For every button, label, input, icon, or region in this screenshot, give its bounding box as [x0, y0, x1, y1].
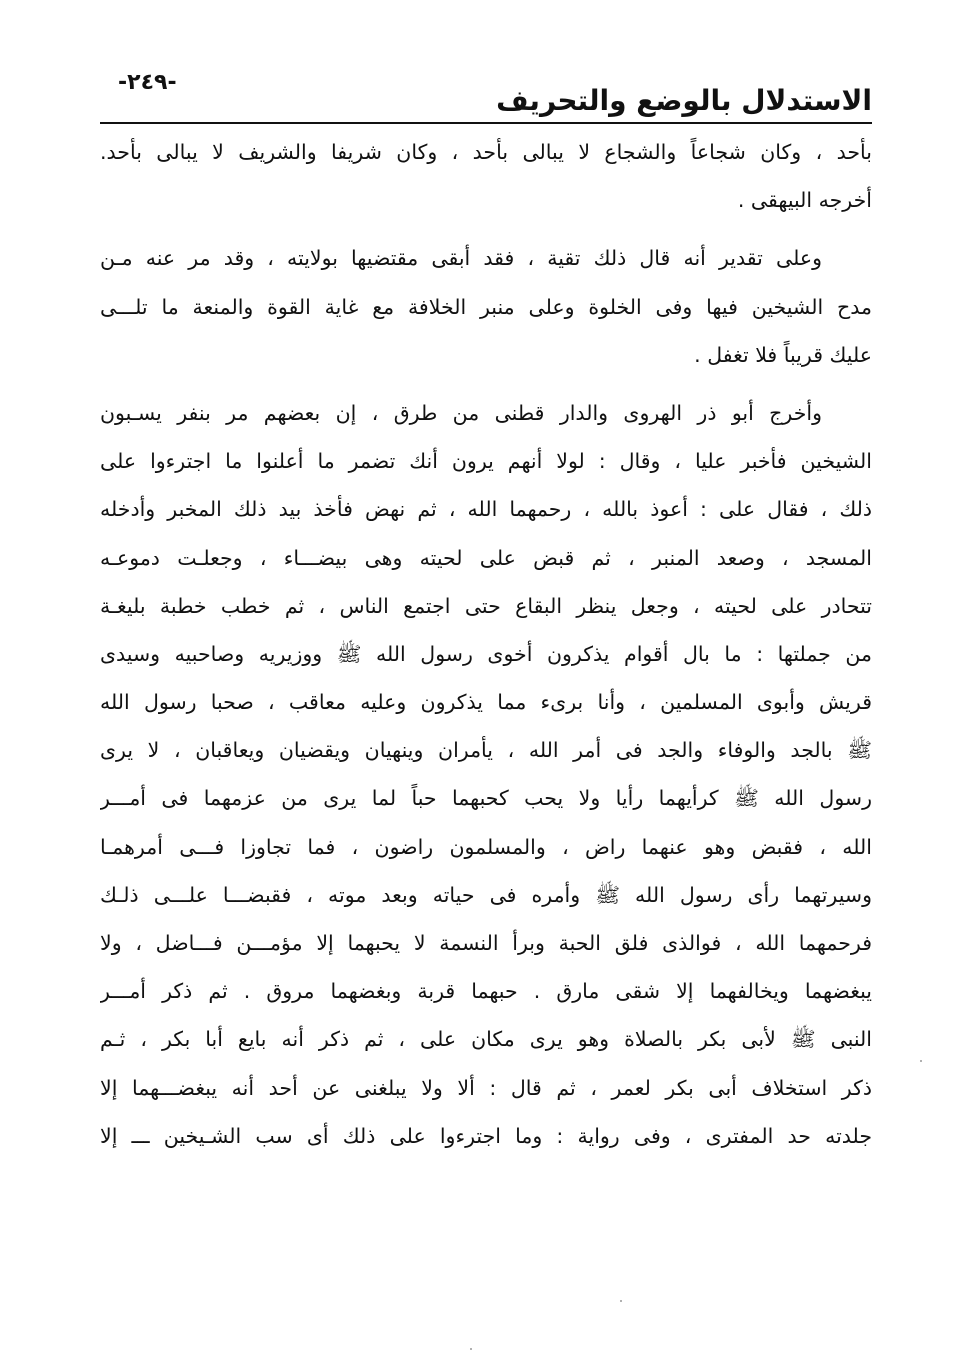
text-line: من جملتها : ما بال أقوام يذكرون أخوى رسول الله ﷺ ووزيريه وصاحبيه وسيدى	[100, 641, 872, 666]
body-text	[100, 128, 872, 1160]
text-line: الشيخين فأخبر عليا ، وقال : لولا أنهم يرون أنك تضمر ما أعلنوا ما اجترءوا على	[100, 449, 872, 474]
text-line: وسيرتهما رأى رسول الله ﷺ وأمره فى حياته وبعد موته ، فقبضـــا علـــى ذلـك	[100, 882, 872, 907]
text-line: يبغضهما ويخالفهما إلا شقى مارق . حبهما قربة وبغضهما مروق . ثم ذكر أمـــر	[100, 979, 872, 1004]
text-line: النبى ﷺ لأبى بكر بالصلاة وهو يرى مكان على ، ثم ذكر أنه بايع أبا بكر ، ثـم	[100, 1027, 872, 1052]
text-line: الله ، فقبض وهو عنهما راض ، والمسلمون راضون ، فما تجاوزا فـــى أمرهمـا	[100, 834, 872, 859]
text-line: فرحمهما الله ، فوالذى فلق الحبة وبرأ النسمة لا يحبهما إلا مؤمـــن فـــاضل ، ولا	[100, 931, 872, 955]
text-line: جلدته حد المفترى ، وفى رواية : وما اجترءوا على ذلك أى سب الشـيخين ـــ إلا	[100, 1123, 872, 1148]
text-line: أخرجه البيهقى .	[737, 188, 872, 213]
scan-speck	[470, 1348, 472, 1350]
scan-speck	[620, 1300, 622, 1302]
text-line: عليك قريباً فلا تغفل .	[694, 342, 872, 367]
scan-speck	[920, 1060, 922, 1062]
page-number: -٢٤٩-	[118, 70, 177, 95]
running-title: الاستدلال بالوضع والتحريف	[496, 84, 872, 117]
text-line: ذلك ، فقال على : أعوذ بالله ، رحمهما الله ، ثم نهض فأخذ بيد ذلك المخبر وأدخله	[100, 497, 872, 522]
text-line: تتحادر على لحيته ، وجعل ينظر البقاع حتى اجتمع الناس ، ثم خطب خطبة بليغـة	[100, 593, 872, 618]
text-line: رسول الله ﷺ كرأيهما رأيا ولا يحب كحبهما حباً لما يرى من عزمهما فى أمـــر	[100, 786, 872, 811]
text-line: مدح الشيخين فيها وفى الخلوة وعلى منبر الخلافة مع غاية القوة والمنعة ما تلـــى	[100, 294, 872, 319]
text-line: ذكر استخلاف أبى بكر لعمر ، ثم قال : ألا ولا يبلغنى عن أحد أنه يبغضـــهما إلا	[100, 1075, 872, 1100]
text-line: قريش وأبوى المسلمين ، وأنا برىء مما يذكرون وعليه معاقب ، صحبا رسول الله	[100, 690, 872, 715]
text-line: ﷺ بالجد والوفاء والجد فى أمر الله ، يأمران وينهيان ويقضيان ويعاقبان ، لا يرى	[100, 738, 872, 763]
text-line: وعلى تقدير أنه قال ذلك تقية ، فقد أبقى مقتضيها بولايته ، وقد مر عنه مـن	[100, 246, 822, 271]
text-line: بأحد ، وكان شجاعاً والشجاع لا يبالى بأحد ، وكان شريفا والشريف لا يبالى بأحد.	[100, 140, 872, 164]
text-line: المسجد ، وصعد المنبر ، ثم قبض على لحيته وهى بيضـــاء ، وجعلـت دموعـه	[100, 545, 872, 570]
text-line: وأخرج أبو ذر الهروى والدار قطنى من طرق ، إن بعضهم مر بنفر يسـبون	[100, 400, 822, 425]
page-header	[100, 66, 872, 124]
